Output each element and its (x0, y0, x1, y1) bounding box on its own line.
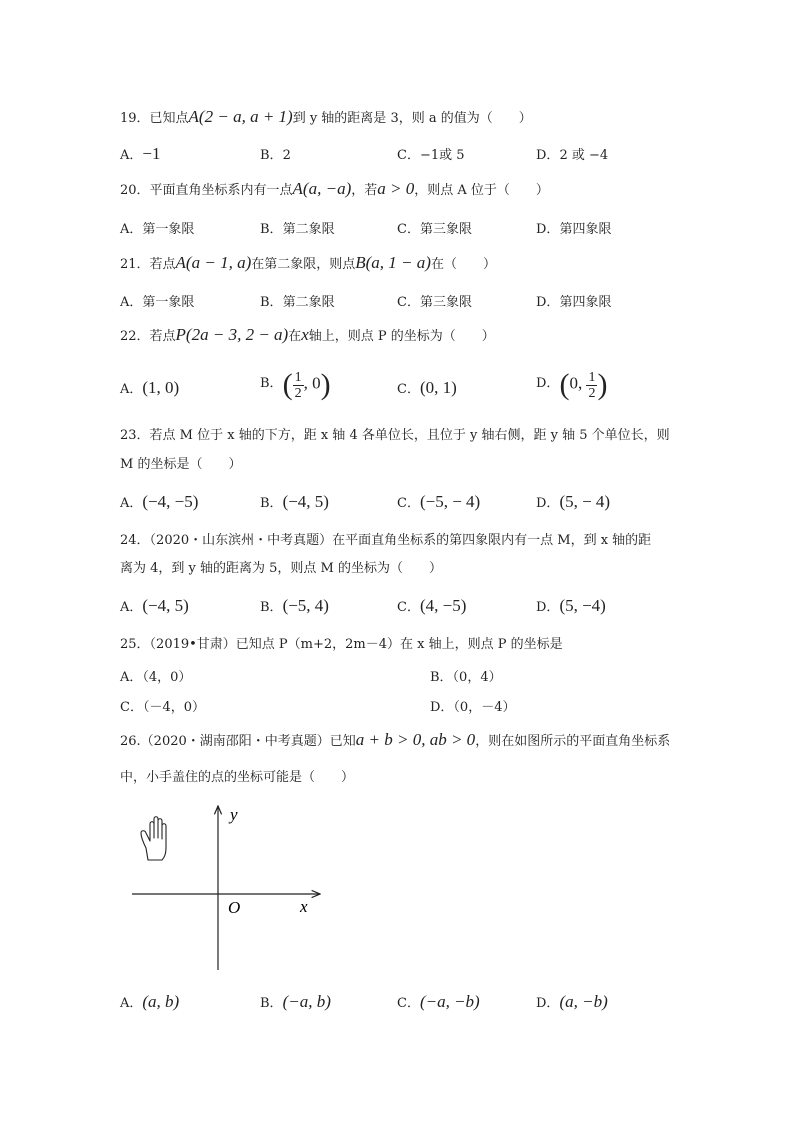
hand-icon (141, 817, 166, 860)
origin-label: O (228, 898, 241, 917)
question-19-options: A．−1 B．2 C．−1或 5 D．2 或 −4 (120, 144, 609, 163)
question-19-stem: 19．已知点A(2 − a, a + 1)到 y 轴的距离是 3，则 a 的值为（ ） (120, 107, 532, 126)
question-22-stem: 22．若点P(2a − 3, 2 − a)在x轴上，则点 P 的坐标为（ ） (120, 325, 495, 344)
question-25-stem: 25．（2019•甘肃）已知点 P（m+2，2m－4）在 x 轴上，则点 P 的坐标是 (120, 637, 563, 652)
x-axis-label: x (300, 897, 308, 916)
question-26-options: A．(a, b) B．(−a, b) C．(−a, −b) D．(a, −b) (120, 992, 608, 1011)
question-24-stem-line1: 24．（2020・山东滨州・中考真题）在平面直角坐标系的第四象限内有一点 M，到 x 轴的距 (120, 533, 652, 548)
question-26-stem-line2: 中，小手盖住的点的坐标可能是（ ） (120, 770, 355, 785)
question-26-stem-line1: 26.（2020・湖南邵阳・中考真题）已知a + b > 0, ab > 0，则在如图所示的平面直角坐标系 (120, 730, 671, 749)
question-24-options: A．(−4, 5) B．(−5, 4) C．(4, −5) D．(5, −4) (120, 596, 606, 615)
question-23-stem-line1: 23．若点 M 位于 x 轴的下方，距 x 轴 4 各单位长，且位于 y 轴右侧，距 y 轴 5 个单位长，则 (120, 428, 670, 443)
question-23-options: A．(−4, −5) B．(−4, 5) C．(−5, − 4) D．(5, − 4) (120, 492, 611, 511)
question-20-stem: 20．平面直角坐标系内有一点A(a, −a)，若a > 0，则点 A 位于（ ） (120, 179, 549, 198)
question-22-options: A．(1, 0) B．( $\frac{1}{2}$ , 0) C．(0, 1) D．(0, $\frac{1}{2}$ ) (120, 368, 608, 401)
y-axis-label: y (230, 805, 238, 824)
question-21-options: A．第一象限 B．第二象限 C．第三象限 D．第四象限 (120, 295, 612, 310)
question-25-options-row1: A．（4，0） B．（0，4） (120, 670, 502, 685)
question-21-stem: 21．若点A(a − 1, a)在第二象限，则点B(a, 1 − a)在（ ） (120, 253, 496, 272)
question-25-options-row2: C．（－4，0） D．（0，－4） (120, 700, 516, 715)
question-20-options: A．第一象限 B．第二象限 C．第三象限 D．第四象限 (120, 222, 612, 237)
question-24-stem-line2: 离为 4，到 y 轴的距离为 5，则点 M 的坐标为（ ） (120, 561, 442, 576)
question-23-stem-line2: M 的坐标是（ ） (120, 457, 242, 472)
coordinate-figure (120, 800, 330, 975)
